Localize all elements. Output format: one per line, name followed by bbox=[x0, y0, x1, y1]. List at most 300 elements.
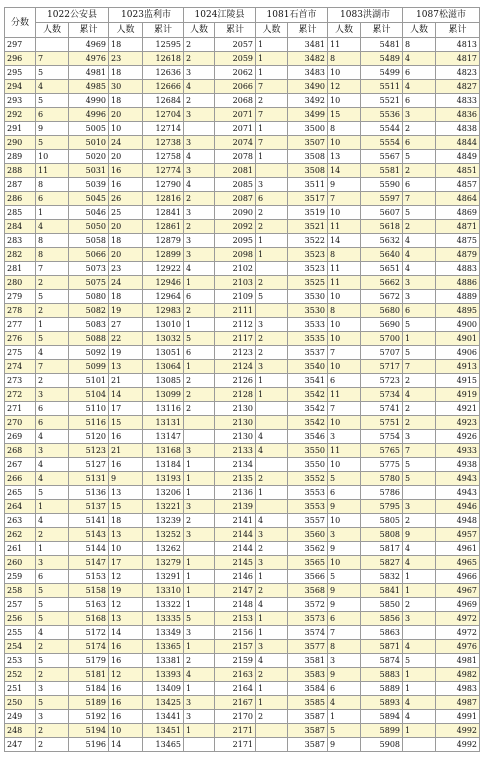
gongan-cumulative-cell: 4981 bbox=[69, 66, 109, 80]
jiangling-count-cell: 4 bbox=[184, 178, 215, 192]
jianli-cumulative-cell: 13465 bbox=[143, 738, 184, 752]
honghu-cumulative-cell: 5765 bbox=[361, 444, 403, 458]
gongan-cumulative-cell: 5083 bbox=[69, 318, 109, 332]
gongan-count-cell: 5 bbox=[36, 654, 69, 668]
jiangling-cumulative-cell: 2103 bbox=[215, 276, 256, 290]
songzi-cumulative-cell: 4987 bbox=[436, 696, 480, 710]
songzi-cumulative-cell: 4981 bbox=[436, 654, 480, 668]
gongan-cumulative-cell: 5123 bbox=[69, 444, 109, 458]
shishou-count-cell: 2 bbox=[256, 276, 288, 290]
honghu-count-cell: 10 bbox=[328, 136, 361, 150]
score-cell: 253 bbox=[5, 654, 36, 668]
honghu-cumulative-cell: 5499 bbox=[361, 66, 403, 80]
honghu-count-cell: 7 bbox=[328, 402, 361, 416]
gongan-count-cell: 2 bbox=[36, 668, 69, 682]
songzi-count-cell: 8 bbox=[403, 38, 436, 52]
score-cell: 248 bbox=[5, 724, 36, 738]
honghu-cumulative-cell: 5723 bbox=[361, 374, 403, 388]
jianli-cumulative-cell: 13409 bbox=[143, 682, 184, 696]
jiangling-cumulative-cell: 2157 bbox=[215, 640, 256, 654]
score-cell: 292 bbox=[5, 108, 36, 122]
jianli-cumulative-cell: 12774 bbox=[143, 164, 184, 178]
jiangling-count-cell: 6 bbox=[184, 346, 215, 360]
shishou-count-cell: 5 bbox=[256, 290, 288, 304]
songzi-cumulative-cell: 4938 bbox=[436, 458, 480, 472]
table-row bbox=[5, 570, 480, 584]
table-row bbox=[5, 276, 480, 290]
table-row bbox=[5, 724, 480, 738]
gongan-cumulative-cell: 5099 bbox=[69, 360, 109, 374]
honghu-count-cell: 10 bbox=[328, 514, 361, 528]
honghu-cumulative-cell: 5597 bbox=[361, 192, 403, 206]
table-row bbox=[5, 514, 480, 528]
gongan-cumulative-cell: 5136 bbox=[69, 486, 109, 500]
songzi-cumulative-cell: 4961 bbox=[436, 542, 480, 556]
jianli-cumulative-cell: 12595 bbox=[143, 38, 184, 52]
gongan-count-cell: 10 bbox=[36, 150, 69, 164]
score-cell: 260 bbox=[5, 556, 36, 570]
shishou-cumulative-cell: 3557 bbox=[288, 514, 328, 528]
score-cell: 254 bbox=[5, 640, 36, 654]
jiangling-count-cell: 3 bbox=[184, 710, 215, 724]
honghu-count-cell: 3 bbox=[328, 430, 361, 444]
jiangling-count-cell: 3 bbox=[184, 696, 215, 710]
header-row-counties bbox=[5, 8, 480, 23]
gongan-cumulative-cell: 5163 bbox=[69, 598, 109, 612]
songzi-count-cell: 3 bbox=[403, 500, 436, 514]
shishou-cumulative-cell: 3550 bbox=[288, 444, 328, 458]
jiangling-count-cell: 4 bbox=[184, 150, 215, 164]
honghu-count-cell: 11 bbox=[328, 220, 361, 234]
shishou-cumulative-cell: 3550 bbox=[288, 458, 328, 472]
honghu-cumulative-cell: 5894 bbox=[361, 710, 403, 724]
jianli-cumulative-cell: 13279 bbox=[143, 556, 184, 570]
gongan-cumulative-cell: 5010 bbox=[69, 136, 109, 150]
shishou-cumulative-cell: 3552 bbox=[288, 472, 328, 486]
songzi-cumulative-cell: 4921 bbox=[436, 402, 480, 416]
gongan-cumulative-cell: 4990 bbox=[69, 94, 109, 108]
songzi-cumulative-cell: 4992 bbox=[436, 724, 480, 738]
honghu-count-cell: 9 bbox=[328, 500, 361, 514]
honghu-count-cell: 9 bbox=[328, 738, 361, 752]
shishou-cumulative-cell: 3573 bbox=[288, 612, 328, 626]
gongan-count-cell: 3 bbox=[36, 388, 69, 402]
honghu-count-cell: 6 bbox=[328, 486, 361, 500]
honghu-cumulative-cell: 5734 bbox=[361, 388, 403, 402]
shishou-cumulative-cell: 3565 bbox=[288, 556, 328, 570]
table-row bbox=[5, 668, 480, 682]
honghu-cumulative-cell: 5817 bbox=[361, 542, 403, 556]
jianli-count-cell: 23 bbox=[109, 262, 143, 276]
shishou-count-cell: 7 bbox=[256, 108, 288, 122]
jianli-cumulative-cell: 13032 bbox=[143, 332, 184, 346]
honghu-count-cell: 10 bbox=[328, 360, 361, 374]
honghu-count-cell: 11 bbox=[328, 388, 361, 402]
gongan-count-cell: 3 bbox=[36, 444, 69, 458]
count-subheader: 人数 bbox=[184, 23, 215, 38]
shishou-cumulative-cell: 3540 bbox=[288, 360, 328, 374]
jianli-count-cell: 14 bbox=[109, 626, 143, 640]
gongan-count-cell: 2 bbox=[36, 374, 69, 388]
jianli-cumulative-cell: 13393 bbox=[143, 668, 184, 682]
songzi-cumulative-cell: 4915 bbox=[436, 374, 480, 388]
honghu-cumulative-cell: 5590 bbox=[361, 178, 403, 192]
gongan-count-cell: 5 bbox=[36, 598, 69, 612]
songzi-cumulative-cell: 4983 bbox=[436, 682, 480, 696]
songzi-cumulative-cell: 4883 bbox=[436, 262, 480, 276]
songzi-cumulative-cell: 4901 bbox=[436, 332, 480, 346]
honghu-cumulative-cell: 5554 bbox=[361, 136, 403, 150]
honghu-count-cell: 3 bbox=[328, 654, 361, 668]
jiangling-cumulative-cell: 2128 bbox=[215, 388, 256, 402]
score-cell: 269 bbox=[5, 430, 36, 444]
jiangling-count-cell: 1 bbox=[184, 682, 215, 696]
shishou-count-cell: 1 bbox=[256, 626, 288, 640]
jianli-count-cell: 20 bbox=[109, 220, 143, 234]
jiangling-cumulative-cell: 2164 bbox=[215, 682, 256, 696]
honghu-cumulative-cell: 5827 bbox=[361, 556, 403, 570]
songzi-cumulative-cell: 4933 bbox=[436, 444, 480, 458]
jiangling-count-cell: 2 bbox=[184, 402, 215, 416]
honghu-cumulative-cell: 5662 bbox=[361, 276, 403, 290]
songzi-cumulative-cell: 4889 bbox=[436, 290, 480, 304]
songzi-count-cell: 2 bbox=[403, 416, 436, 430]
honghu-count-cell: 12 bbox=[328, 80, 361, 94]
gongan-cumulative-cell: 5080 bbox=[69, 290, 109, 304]
songzi-count-cell: 3 bbox=[403, 108, 436, 122]
gongan-count-cell: 5 bbox=[36, 486, 69, 500]
table-row bbox=[5, 626, 480, 640]
jiangling-cumulative-cell: 2059 bbox=[215, 52, 256, 66]
gongan-cumulative-cell: 5092 bbox=[69, 346, 109, 360]
shishou-cumulative-cell: 3577 bbox=[288, 640, 328, 654]
score-cell: 280 bbox=[5, 276, 36, 290]
jianli-cumulative-cell: 13349 bbox=[143, 626, 184, 640]
score-cell: 270 bbox=[5, 416, 36, 430]
jiangling-cumulative-cell: 2136 bbox=[215, 486, 256, 500]
honghu-count-cell: 11 bbox=[328, 262, 361, 276]
shishou-cumulative-cell: 3481 bbox=[288, 38, 328, 52]
honghu-count-cell: 7 bbox=[328, 346, 361, 360]
gongan-count-cell: 7 bbox=[36, 52, 69, 66]
shishou-count-cell: 1 bbox=[256, 234, 288, 248]
gongan-cumulative-cell: 5020 bbox=[69, 150, 109, 164]
jianli-cumulative-cell: 13193 bbox=[143, 472, 184, 486]
honghu-cumulative-cell: 5632 bbox=[361, 234, 403, 248]
score-cell: 274 bbox=[5, 360, 36, 374]
songzi-cumulative-cell: 4871 bbox=[436, 220, 480, 234]
score-cell: 259 bbox=[5, 570, 36, 584]
honghu-cumulative-cell: 5607 bbox=[361, 206, 403, 220]
jianli-cumulative-cell: 12666 bbox=[143, 80, 184, 94]
score-cell: 289 bbox=[5, 150, 36, 164]
songzi-count-cell: 7 bbox=[403, 444, 436, 458]
jianli-count-cell: 16 bbox=[109, 682, 143, 696]
jianli-count-cell: 17 bbox=[109, 402, 143, 416]
songzi-cumulative-cell: 4992 bbox=[436, 738, 480, 752]
table-row bbox=[5, 304, 480, 318]
shishou-cumulative-cell: 3507 bbox=[288, 136, 328, 150]
gongan-cumulative-cell: 5144 bbox=[69, 542, 109, 556]
gongan-count-cell: 1 bbox=[36, 542, 69, 556]
honghu-count-cell: 10 bbox=[328, 290, 361, 304]
jianli-cumulative-cell: 12618 bbox=[143, 52, 184, 66]
score-cell: 288 bbox=[5, 164, 36, 178]
honghu-count-cell: 3 bbox=[328, 528, 361, 542]
shishou-cumulative-cell: 3572 bbox=[288, 598, 328, 612]
jiangling-count-cell: 2 bbox=[184, 374, 215, 388]
jianli-count-cell: 16 bbox=[109, 430, 143, 444]
shishou-cumulative-cell: 3587 bbox=[288, 738, 328, 752]
gongan-cumulative-cell: 5192 bbox=[69, 710, 109, 724]
songzi-cumulative-cell: 4864 bbox=[436, 192, 480, 206]
table-row bbox=[5, 710, 480, 724]
honghu-count-cell: 11 bbox=[328, 276, 361, 290]
songzi-cumulative-cell: 4913 bbox=[436, 360, 480, 374]
gongan-cumulative-cell: 5104 bbox=[69, 388, 109, 402]
jiangling-count-cell: 2 bbox=[184, 388, 215, 402]
county-header-jiangling: 1024江陵县 bbox=[184, 8, 256, 23]
cumulative-subheader: 累计 bbox=[69, 23, 109, 38]
jianli-cumulative-cell: 13221 bbox=[143, 500, 184, 514]
jianli-count-cell: 13 bbox=[109, 528, 143, 542]
score-cell: 286 bbox=[5, 192, 36, 206]
honghu-cumulative-cell: 5651 bbox=[361, 262, 403, 276]
gongan-count-cell: 1 bbox=[36, 318, 69, 332]
gongan-count-cell: 4 bbox=[36, 626, 69, 640]
jianli-count-cell: 16 bbox=[109, 164, 143, 178]
shishou-cumulative-cell: 3542 bbox=[288, 388, 328, 402]
table-row bbox=[5, 528, 480, 542]
jiangling-count-cell: 4 bbox=[184, 80, 215, 94]
shishou-cumulative-cell: 3546 bbox=[288, 430, 328, 444]
songzi-count-cell: 4 bbox=[403, 52, 436, 66]
table-row bbox=[5, 38, 480, 52]
score-cell: 266 bbox=[5, 472, 36, 486]
jianli-cumulative-cell: 12684 bbox=[143, 94, 184, 108]
jianli-count-cell: 12 bbox=[109, 668, 143, 682]
jiangling-cumulative-cell: 2153 bbox=[215, 612, 256, 626]
gongan-count-cell: 11 bbox=[36, 164, 69, 178]
cumulative-subheader: 累计 bbox=[361, 23, 403, 38]
honghu-count-cell: 10 bbox=[328, 318, 361, 332]
jiangling-count-cell: 3 bbox=[184, 444, 215, 458]
table-row bbox=[5, 318, 480, 332]
gongan-cumulative-cell: 5039 bbox=[69, 178, 109, 192]
jianli-cumulative-cell: 13168 bbox=[143, 444, 184, 458]
jiangling-cumulative-cell: 2130 bbox=[215, 430, 256, 444]
honghu-count-cell: 13 bbox=[328, 150, 361, 164]
shishou-cumulative-cell: 3508 bbox=[288, 150, 328, 164]
songzi-count-cell: 5 bbox=[403, 472, 436, 486]
county-header-honghu: 1083洪湖市 bbox=[328, 8, 403, 23]
shishou-count-cell: 1 bbox=[256, 248, 288, 262]
jianli-cumulative-cell: 12790 bbox=[143, 178, 184, 192]
table-row bbox=[5, 682, 480, 696]
table-row bbox=[5, 66, 480, 80]
songzi-cumulative-cell: 4967 bbox=[436, 584, 480, 598]
songzi-count-cell: 6 bbox=[403, 94, 436, 108]
jianli-count-cell: 21 bbox=[109, 444, 143, 458]
gongan-cumulative-cell: 5075 bbox=[69, 276, 109, 290]
score-cell: 265 bbox=[5, 486, 36, 500]
jiangling-cumulative-cell: 2139 bbox=[215, 500, 256, 514]
shishou-count-cell: 1 bbox=[256, 612, 288, 626]
shishou-count-cell: 1 bbox=[256, 388, 288, 402]
table-row bbox=[5, 696, 480, 710]
jiangling-count-cell: 2 bbox=[184, 220, 215, 234]
honghu-cumulative-cell: 5680 bbox=[361, 304, 403, 318]
cumulative-subheader: 累计 bbox=[215, 23, 256, 38]
table-row bbox=[5, 416, 480, 430]
score-cell: 297 bbox=[5, 38, 36, 52]
gongan-cumulative-cell: 4969 bbox=[69, 38, 109, 52]
gongan-count-cell: 4 bbox=[36, 80, 69, 94]
honghu-count-cell: 10 bbox=[328, 66, 361, 80]
gongan-count-cell: 4 bbox=[36, 220, 69, 234]
shishou-cumulative-cell: 3574 bbox=[288, 626, 328, 640]
county-header-gongan: 1022公安县 bbox=[36, 8, 109, 23]
songzi-cumulative-cell: 4857 bbox=[436, 178, 480, 192]
jiangling-cumulative-cell: 2117 bbox=[215, 332, 256, 346]
jiangling-count-cell bbox=[184, 738, 215, 752]
jiangling-cumulative-cell: 2141 bbox=[215, 514, 256, 528]
table-row bbox=[5, 136, 480, 150]
jianli-count-cell: 18 bbox=[109, 66, 143, 80]
songzi-cumulative-cell: 4833 bbox=[436, 94, 480, 108]
gongan-count-cell: 5 bbox=[36, 66, 69, 80]
honghu-count-cell: 14 bbox=[328, 234, 361, 248]
gongan-cumulative-cell: 5088 bbox=[69, 332, 109, 346]
score-cell: 287 bbox=[5, 178, 36, 192]
jianli-count-cell: 10 bbox=[109, 122, 143, 136]
gongan-cumulative-cell: 5120 bbox=[69, 430, 109, 444]
header-row-subcolumns bbox=[5, 23, 480, 38]
songzi-cumulative-cell: 4895 bbox=[436, 304, 480, 318]
honghu-cumulative-cell: 5899 bbox=[361, 724, 403, 738]
table-row bbox=[5, 598, 480, 612]
jiangling-count-cell: 2 bbox=[184, 52, 215, 66]
shishou-cumulative-cell: 3500 bbox=[288, 122, 328, 136]
jianli-cumulative-cell: 13365 bbox=[143, 640, 184, 654]
honghu-cumulative-cell: 5841 bbox=[361, 584, 403, 598]
songzi-cumulative-cell: 4906 bbox=[436, 346, 480, 360]
shishou-count-cell bbox=[256, 724, 288, 738]
shishou-count-cell bbox=[256, 262, 288, 276]
songzi-cumulative-cell: 4943 bbox=[436, 472, 480, 486]
county-header-shishou: 1081石首市 bbox=[256, 8, 328, 23]
table-row bbox=[5, 612, 480, 626]
honghu-count-cell: 7 bbox=[328, 626, 361, 640]
score-cell: 278 bbox=[5, 304, 36, 318]
jianli-cumulative-cell: 13441 bbox=[143, 710, 184, 724]
jiangling-count-cell: 1 bbox=[184, 556, 215, 570]
gongan-cumulative-cell: 5110 bbox=[69, 402, 109, 416]
jianli-count-cell: 14 bbox=[109, 388, 143, 402]
jiangling-count-cell bbox=[184, 416, 215, 430]
honghu-count-cell: 5 bbox=[328, 472, 361, 486]
table-row bbox=[5, 486, 480, 500]
gongan-count-cell: 2 bbox=[36, 276, 69, 290]
songzi-cumulative-cell: 4923 bbox=[436, 416, 480, 430]
table-row bbox=[5, 458, 480, 472]
score-cell: 271 bbox=[5, 402, 36, 416]
jianli-count-cell: 22 bbox=[109, 332, 143, 346]
honghu-cumulative-cell: 5780 bbox=[361, 472, 403, 486]
jianli-cumulative-cell: 12704 bbox=[143, 108, 184, 122]
shishou-count-cell: 1 bbox=[256, 682, 288, 696]
jianli-count-cell: 15 bbox=[109, 500, 143, 514]
honghu-count-cell: 5 bbox=[328, 570, 361, 584]
songzi-cumulative-cell: 4836 bbox=[436, 108, 480, 122]
songzi-cumulative-cell: 4948 bbox=[436, 514, 480, 528]
jiangling-cumulative-cell: 2109 bbox=[215, 290, 256, 304]
jianli-count-cell: 18 bbox=[109, 94, 143, 108]
jianli-cumulative-cell: 13381 bbox=[143, 654, 184, 668]
shishou-cumulative-cell: 3587 bbox=[288, 710, 328, 724]
songzi-cumulative-cell: 4991 bbox=[436, 710, 480, 724]
honghu-cumulative-cell: 5883 bbox=[361, 668, 403, 682]
shishou-cumulative-cell: 3568 bbox=[288, 584, 328, 598]
honghu-count-cell: 6 bbox=[328, 374, 361, 388]
shishou-cumulative-cell: 3560 bbox=[288, 528, 328, 542]
shishou-count-cell: 4 bbox=[256, 654, 288, 668]
gongan-count-cell: 5 bbox=[36, 696, 69, 710]
gongan-count-cell: 4 bbox=[36, 514, 69, 528]
jianli-cumulative-cell: 13451 bbox=[143, 724, 184, 738]
jianli-cumulative-cell: 13310 bbox=[143, 584, 184, 598]
jiangling-cumulative-cell: 2146 bbox=[215, 570, 256, 584]
gongan-cumulative-cell: 5058 bbox=[69, 234, 109, 248]
jianli-cumulative-cell: 13051 bbox=[143, 346, 184, 360]
jiangling-count-cell: 1 bbox=[184, 458, 215, 472]
jiangling-cumulative-cell: 2068 bbox=[215, 94, 256, 108]
shishou-count-cell: 2 bbox=[256, 346, 288, 360]
shishou-count-cell: 2 bbox=[256, 206, 288, 220]
score-cell: 256 bbox=[5, 612, 36, 626]
jianli-cumulative-cell: 12816 bbox=[143, 192, 184, 206]
jianli-count-cell: 16 bbox=[109, 696, 143, 710]
score-cell: 277 bbox=[5, 318, 36, 332]
shishou-count-cell bbox=[256, 738, 288, 752]
table-row bbox=[5, 52, 480, 66]
honghu-count-cell: 9 bbox=[328, 542, 361, 556]
jianli-cumulative-cell: 12983 bbox=[143, 304, 184, 318]
jiangling-count-cell: 1 bbox=[184, 486, 215, 500]
gongan-cumulative-cell: 5101 bbox=[69, 374, 109, 388]
honghu-count-cell: 11 bbox=[328, 38, 361, 52]
gongan-cumulative-cell: 5045 bbox=[69, 192, 109, 206]
jiangling-count-cell: 3 bbox=[184, 626, 215, 640]
honghu-cumulative-cell: 5893 bbox=[361, 696, 403, 710]
gongan-count-cell: 1 bbox=[36, 500, 69, 514]
songzi-count-cell: 4 bbox=[403, 556, 436, 570]
gongan-count-cell: 2 bbox=[36, 724, 69, 738]
songzi-count-cell: 2 bbox=[403, 164, 436, 178]
honghu-cumulative-cell: 5700 bbox=[361, 332, 403, 346]
songzi-count-cell: 2 bbox=[403, 402, 436, 416]
honghu-cumulative-cell: 5908 bbox=[361, 738, 403, 752]
shishou-cumulative-cell: 3483 bbox=[288, 66, 328, 80]
honghu-count-cell: 10 bbox=[328, 458, 361, 472]
jianli-count-cell: 24 bbox=[109, 276, 143, 290]
songzi-cumulative-cell: 4969 bbox=[436, 598, 480, 612]
shishou-count-cell: 6 bbox=[256, 192, 288, 206]
gongan-cumulative-cell: 5073 bbox=[69, 262, 109, 276]
gongan-cumulative-cell: 5005 bbox=[69, 122, 109, 136]
table-row bbox=[5, 192, 480, 206]
gongan-count-cell: 7 bbox=[36, 262, 69, 276]
